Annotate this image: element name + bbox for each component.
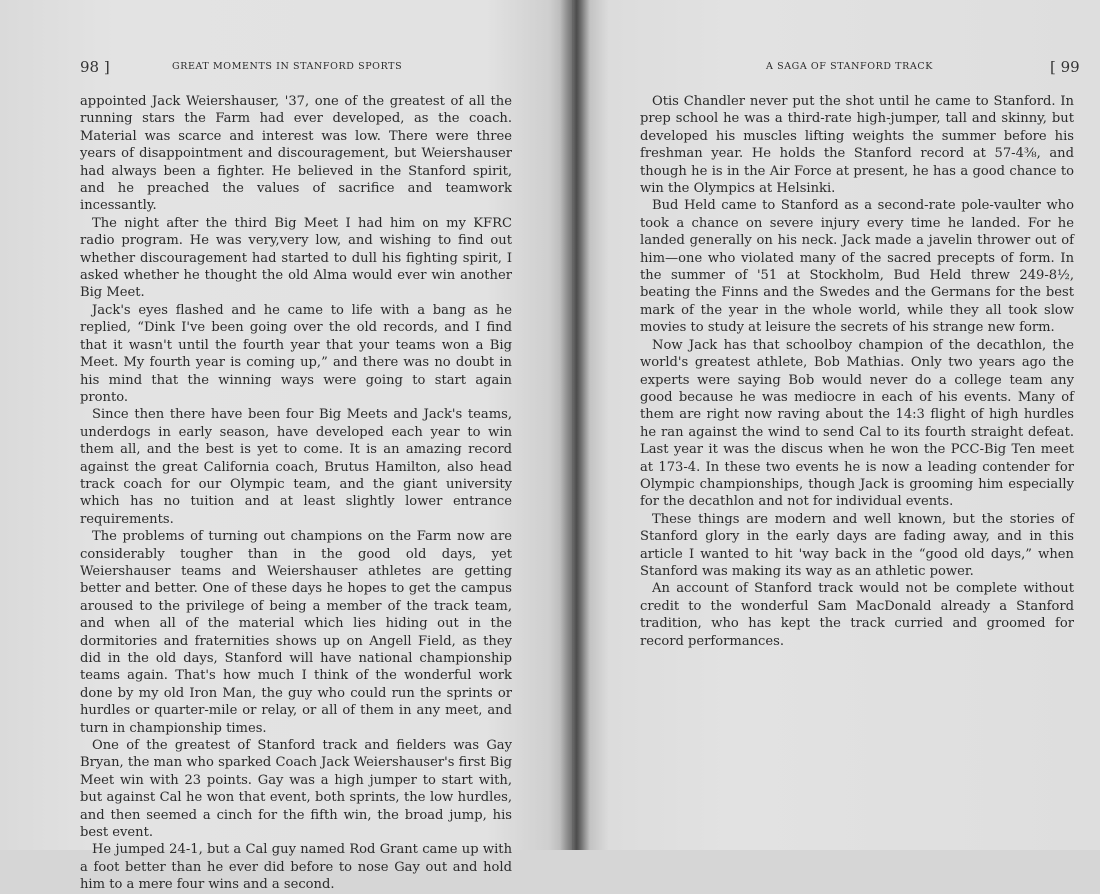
- paragraph: The night after the third Big Meet I had him on my KFRC radio program. He was very,very low, and wishing to find out whether discouragement had started to dull his fighting spirit, I asked whether he thought the old Alma would ever win another Big Meet.: [80, 215, 512, 301]
- left-page-body: [80, 93, 512, 894]
- paragraph: Otis Chandler never put the shot until he came to Stanford. In prep school he was a third-rate high-jumper, tall and skinny, but developed his muscles lifting weights the summer before his freshman year. He holds the Stanford record at 57-4⅜, and though he is in the Air Force at present, he has a good chance to win the Olympics at Helsinki.: [640, 94, 1074, 197]
- paragraph: Now Jack has that schoolboy champion of the decathlon, the world's greatest athlete, Bob Mathias. Only two years ago the experts were saying Bob would never do a college team any good because he was mediocre in each of his events. Many of them are right now raving about the 14:3 flight of high hurdles he ran against the wind to send Cal to its fourth straight defeat. Last year it was the discus when he won the PCC-Big Ten meet at 173-4. In these two events he is now a leading contender for Olympic championships, though Jack is grooming him especially for the decathlon and not for individual events.: [640, 337, 1074, 510]
- book-gutter: [560, 0, 590, 850]
- paragraph: Since then there have been four Big Meets and Jack's teams, underdogs in early season, have developed each year to win them all, and the best is yet to come. It is an amazing record against the great California coach, Brutus Hamilton, also head track coach for our Olympic team, and the giant university which has no tuition and at least slightly lower entrance requirements.: [80, 407, 512, 527]
- right-running-head: A SAGA OF STANFORD TRACK: [766, 61, 933, 72]
- paragraph: An account of Stanford track would not be complete without credit to the wonderful Sam MacDonald already a Stanford tradition, who has kept the track curried and groomed for record performances.: [640, 581, 1074, 649]
- right-page-number: [ 99: [1050, 58, 1080, 76]
- left-running-head: GREAT MOMENTS IN STANFORD SPORTS: [172, 61, 403, 72]
- paragraph: Jack's eyes flashed and he came to life with a bang as he replied, “Dink I've been going over the old records, and I find that it wasn't until the fourth year that your teams won a Big Meet. My fourth year is coming up,” and there was no doubt in his mind that the winning ways were going to start again pronto.: [80, 302, 512, 405]
- paragraph: These things are modern and well known, but the stories of Stanford glory in the early days are fading away, and in this article I wanted to hit 'way back in the “good old days,” when Stanford was making its way as an athletic power.: [640, 511, 1074, 579]
- left-page-number: 98 ]: [80, 58, 110, 76]
- paragraph: Bud Held came to Stanford as a second-rate pole-vaulter who took a chance on severe injury every time he landed. For he landed generally on his neck. Jack made a javelin thrower out of him—one who violated many of the sacred precepts of form. In the summer of '51 at Stockholm, Bud Held threw 249-8½, beating the Finns and the Swedes and the Germans for the best mark of the year in the whole world, while they all took slow movies to study at leisure the secrets of his strange new form.: [640, 198, 1074, 336]
- paragraph: The problems of turning out champions on the Farm now are considerably tougher than in the good old days, yet Weiershauser teams and Weiershauser athletes are getting better and better. One of these days he hopes to get the campus aroused to the privilege of being a member of the track team, and when all of the material which lies hiding out in the dormitories and fraternities shows up on Angell Field, as they did in the old days, Stanford will have national championship teams again. That's how much I think of the wonderful work done by my old Iron Man, the guy who could run the sprints or hurdles or quarter-mile or relay, or all of them in any meet, and turn in championship times.: [80, 529, 512, 736]
- paragraph: One of the greatest of Stanford track and fielders was Gay Bryan, the man who sparked Coach Jack Weiershauser's first Big Meet win with 23 points. Gay was a high jumper to start with, but against Cal he won that event, both sprints, the low hurdles, and then seemed a cinch for the fifth win, the broad jump, his best event.: [80, 738, 512, 841]
- right-page-body: [640, 93, 1074, 650]
- paragraph: appointed Jack Weiershauser, '37, one of the greatest of all the running stars the Farm had ever developed, as the coach. Material was scarce and interest was low. There were three years of disappointment and discouragement, but Weiershauser had always been a fighter. He believed in the Stanford spirit, and he preached the values of sacrifice and teamwork incessantly.: [80, 94, 512, 214]
- paragraph: He jumped 24-1, but a Cal guy named Rod Grant came up with a foot better than he ever did before to nose Gay out and hold him to a mere four wins and a second.: [80, 842, 512, 893]
